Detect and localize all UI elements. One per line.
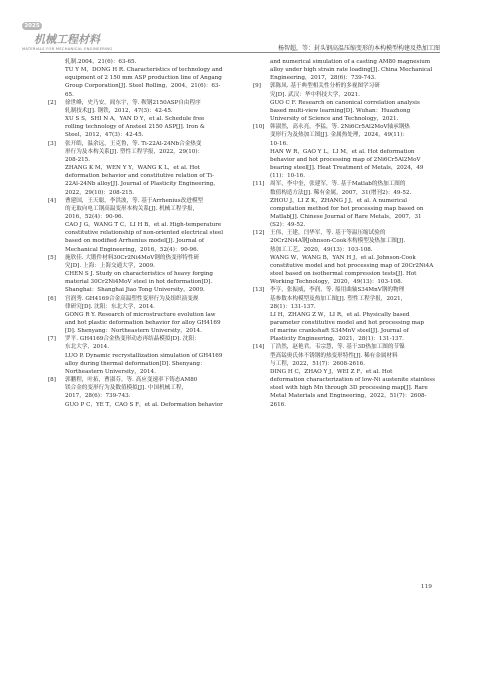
reference-line: 数值构造方法[J]. 稀有金属，2007，31(增刊2)：49-52. <box>270 189 412 196</box>
reference-number: [8] <box>48 377 56 384</box>
reference-line: constitutive model and hot processing map of 20Cr2Ni4A <box>270 262 434 269</box>
reference-line: 罗平. GH4169合金热变形动态再结晶模拟[D]. 沈阳： <box>65 336 200 343</box>
reference-line: steel with high Mn through 3D processing map[J]. Rare <box>270 385 428 392</box>
reference-entry <box>48 254 240 295</box>
reference-line: 20Cr2Ni4A钢Johnson-Cook本构模型及热加工图[J]. <box>270 238 406 245</box>
reference-line: 东北大学，2014. <box>65 344 109 351</box>
reference-continuation-line: TU Y M，DONG H R. Characteristics of technology and <box>65 67 223 74</box>
reference-entry <box>253 229 445 286</box>
reference-line: 镁合金的变形行为及数值模拟[J]. 中国机械工程， <box>65 385 188 392</box>
header-divider <box>40 52 440 53</box>
reference-entry <box>253 180 445 229</box>
reference-line: and hot plastic deformation behavior for alloy GH4169 <box>65 320 221 326</box>
reference-continuation-line: and numerical simulation of a casting AM80 magnesium <box>270 59 431 65</box>
reference-line: 变形行为及热加工图[J]. 金属热处理，2024，49(11)： <box>270 132 409 139</box>
reference-number: [9] <box>253 83 261 90</box>
page-number: 119 <box>420 584 432 590</box>
reference-line: 的无取向电工钢高温变形本构关系[J]. 机械工程学报， <box>65 205 199 212</box>
reference-continuation-line: alloy under high strain rate loading[J]. China Mechanical <box>270 67 433 74</box>
reference-entry <box>48 140 240 197</box>
reference-line: 与工程，2022，51(7)：2608-2616. <box>270 360 365 367</box>
reference-line: 律研究[D]. 沈阳：东北大学，2014. <box>65 303 155 310</box>
running-head: 杨智超，等：封头钢高温压缩变形的本构模型构建及热加工图 <box>277 45 440 52</box>
reference-continuation-line: equipment of 2 150 mm ASP production line of Angang <box>65 75 222 82</box>
reference-line: 2616. <box>270 401 287 408</box>
reference-line: Shanghai：Shanghai Jiao Tong University，2009. <box>65 287 205 294</box>
reference-line: 张开皓，温余远，王克鲁，等. Ti-22Al-24Nb合金热变 <box>65 140 202 147</box>
reference-line: 轧制技术[J]. 钢铁，2012，47(3)：42-45. <box>65 107 173 114</box>
reference-line: Metal Materials and Engineering，2022，51(7)：2608- <box>270 393 427 400</box>
reference-line: Working Technology，2020，49(13)：103-108. <box>270 279 403 286</box>
reference-line: WANG W，WANG B，YAN H J，et al. Johnson-Cook <box>270 254 416 261</box>
reference-line: 施欣佳. 大锻件材料30Cr2Ni4MoV钢的热变形特性研 <box>65 254 200 261</box>
reference-continuation-line: 轧制.2004，21(6)：63-65. <box>65 59 137 65</box>
reference-entry <box>48 376 240 409</box>
reference-line: parameter constitutive model and hot processing map <box>270 320 424 326</box>
reference-line: 10-16. <box>270 140 288 147</box>
reference-line: 究[D]. 武汉：华中科技大学，2021. <box>270 91 360 98</box>
reference-column-right <box>253 58 445 409</box>
reference-line: behavior and hot processing map of 2Ni6Cr5Al2MoV <box>270 156 421 163</box>
reference-line: GUO P C，YE T，CAO S F，et al. Deformation behavior <box>65 401 223 408</box>
reference-line: 热加工工艺，2020，49(13)：103-108. <box>270 246 373 253</box>
reference-entry <box>253 286 445 343</box>
reference-column-left <box>48 58 240 409</box>
reference-line: deformation behavior and constitutive relation of Ti- <box>65 173 214 180</box>
reference-line: steel based on isothermal compression tests[J]. Hot <box>270 271 417 278</box>
reference-line: 郭鹏程，叶拓，曹淑芬，等. 高应变速率下铸态AM80 <box>65 377 198 384</box>
reference-line: computation method for hot processing map based on <box>270 205 424 212</box>
reference-entry <box>48 197 240 254</box>
reference-line: 2017，28(6)：739-743. <box>65 393 131 400</box>
reference-continuation-line: Group Corporation[J]. Steel Rolling，2004，21(6)：63- <box>65 83 221 90</box>
reference-continuation-line: 65. <box>65 91 74 98</box>
reference-line: XU S S，SHI N A，YAN D Y，et al. Schedule free <box>65 116 205 123</box>
reference-line: 形行为及本构关系[J]. 塑性工程学报，2022，29(10)： <box>65 148 204 155</box>
reference-line: constitutive relationship of non-oriented electrical steel <box>65 230 224 237</box>
reference-number: [14] <box>253 344 265 351</box>
reference-line: Mechanical Engineering，2016，52(4)：90-96. <box>65 246 199 253</box>
reference-number: [12] <box>253 230 265 237</box>
reference-line: ZHOU J，LI Z K，ZHANG J J，et al. A numerical <box>270 197 407 204</box>
reference-line: 2016，52(4)：90-96. <box>65 213 124 220</box>
journal-title-cn: 机械工程材料 <box>34 33 100 46</box>
reference-entry <box>48 99 240 140</box>
journal-title-en: MATERIALS FOR MECHANICAL ENGINEERING <box>22 47 113 51</box>
reference-line: 王伟，王建，闫华军，等. 基于等温压缩试验的 <box>270 230 386 237</box>
reference-line: CHEN S J. Study on characteristics of heavy forging <box>65 271 213 278</box>
reference-line: of marine crankshaft S34MnV steel[J]. Journal of <box>270 328 409 335</box>
reference-line: GONG R Y. Research of microstructure evolution law <box>65 311 216 318</box>
reference-line: 究[D]. 上海：上海交通大学，2009. <box>65 262 155 269</box>
reference-entry <box>48 295 240 336</box>
reference-line: [D]. Shenyang：Northeastern University，2014. <box>65 328 202 335</box>
reference-number: [7] <box>48 336 56 343</box>
reference-entry <box>48 335 240 376</box>
reference-line: 韩淑然，高永亮，李猛，等. 2Ni6Cr5Al2MoV轴承钢热 <box>270 124 410 131</box>
reference-number: [11] <box>253 181 265 188</box>
reference-line: CAO J G，WANG T C，LI H B，et al. High-temperature <box>65 222 222 229</box>
reference-number: [13] <box>253 287 265 294</box>
reference-number: [6] <box>48 295 56 302</box>
reference-number: [2] <box>48 99 56 106</box>
reference-line: 基参数本构模型及热加工图[J]. 塑性工程学报，2021， <box>270 295 407 302</box>
reference-line: based multi-view learning[D]. Wuhan：Huazhong <box>270 107 411 114</box>
reference-line: 李亨，张振威，李润，等. 船用曲轴S34MnV钢的物理 <box>270 287 405 294</box>
year-badge: 2025 <box>22 22 42 30</box>
reference-line: University of Science and Technology，2021. <box>270 116 399 123</box>
reference-line: 2022，29(10)：208-215. <box>65 189 135 196</box>
reference-line: 丁浩然，赵艳君，韦宗慧，等. 基于3D热加工图的节镍 <box>270 344 405 351</box>
reference-entry <box>253 123 445 180</box>
reference-line: based on modified Arrhenius model[J]. Journal of <box>65 238 204 245</box>
reference-line: GUO C F. Research on canonical correlation analysis <box>270 99 420 106</box>
reference-line: ZHANG K M，WEN Y Y，WANG K L，et al. Hot <box>65 165 200 172</box>
reference-line: LUO P. Dynamic recrystallization simulation of GH4169 <box>65 352 223 359</box>
reference-line: 型高锰奥氏体不锈钢的热变形特性[J]. 稀有金属材料 <box>270 352 398 359</box>
reference-line: 宫润秀. GH4169合金高温塑性变形行为及组织演变规 <box>65 295 199 302</box>
reference-line: material 30Cr2Ni4MoV steel in hot deformation[D]. <box>65 279 213 286</box>
page-header <box>0 0 480 58</box>
reference-line: 曹建国，王天聪，李洪波，等. 基于Arrhenius改进模型 <box>65 197 204 204</box>
reference-line: 28(1)：131-137. <box>270 303 316 310</box>
reference-line: Northeastern University，2014. <box>65 368 156 375</box>
reference-continuation-line: Engineering，2017，28(6)：739-743. <box>270 75 377 82</box>
reference-number: [4] <box>48 197 56 204</box>
reference-entry <box>253 82 445 123</box>
reference-line: alloy during thermal deformation[D]. Shenyang： <box>65 360 206 367</box>
reference-line: deformation characterization of low-Ni austenite stainless <box>270 377 436 384</box>
reference-line: bearing steel[J]. Heat Treatment of Metals，2024，49 <box>270 165 424 172</box>
reference-number: [5] <box>48 254 56 261</box>
reference-line: HAN W R，GAO Y L，LI M，et al. Hot deformation <box>270 148 415 155</box>
reference-line: rolling technology of Ansteel 2150 ASP[J]. Iron & <box>65 124 205 131</box>
reference-number: [10] <box>253 124 265 131</box>
reference-line: DING H C，ZHAO Y J，WEI Z F，et al. Hot <box>270 368 393 375</box>
reference-line: Matlab[J]. Chinese Journal of Rare Metals，2007，31 <box>270 213 422 220</box>
reference-line: 周军，李中奎，张建军，等. 基于Matlab的热加工图的 <box>270 181 406 188</box>
reference-line: Plasticity Engineering，2021，28(1)：131-137. <box>270 336 404 343</box>
reference-line: 208-215. <box>65 156 91 163</box>
reference-line: Steel，2012，47(3)：42-45. <box>65 132 144 139</box>
reference-line: (S2)：49-52. <box>270 222 306 229</box>
reference-entry <box>253 343 445 408</box>
reference-number: [3] <box>48 140 56 147</box>
reference-line: 22Al-24Nb alloy[J]. Journal of Plasticity Engineering， <box>65 181 219 188</box>
reference-line: LI H，ZHANG Z W，LI R，et al. Physically based <box>270 311 410 318</box>
reference-line: 徐世峰，史乃安，阎东宇，等. 鞍钢2150ASP自由程序 <box>65 99 201 106</box>
reference-line: 郭陈凤. 基于典型相关性分析的多视图学习研 <box>270 83 380 90</box>
reference-line: (11)：10-16. <box>270 173 305 180</box>
